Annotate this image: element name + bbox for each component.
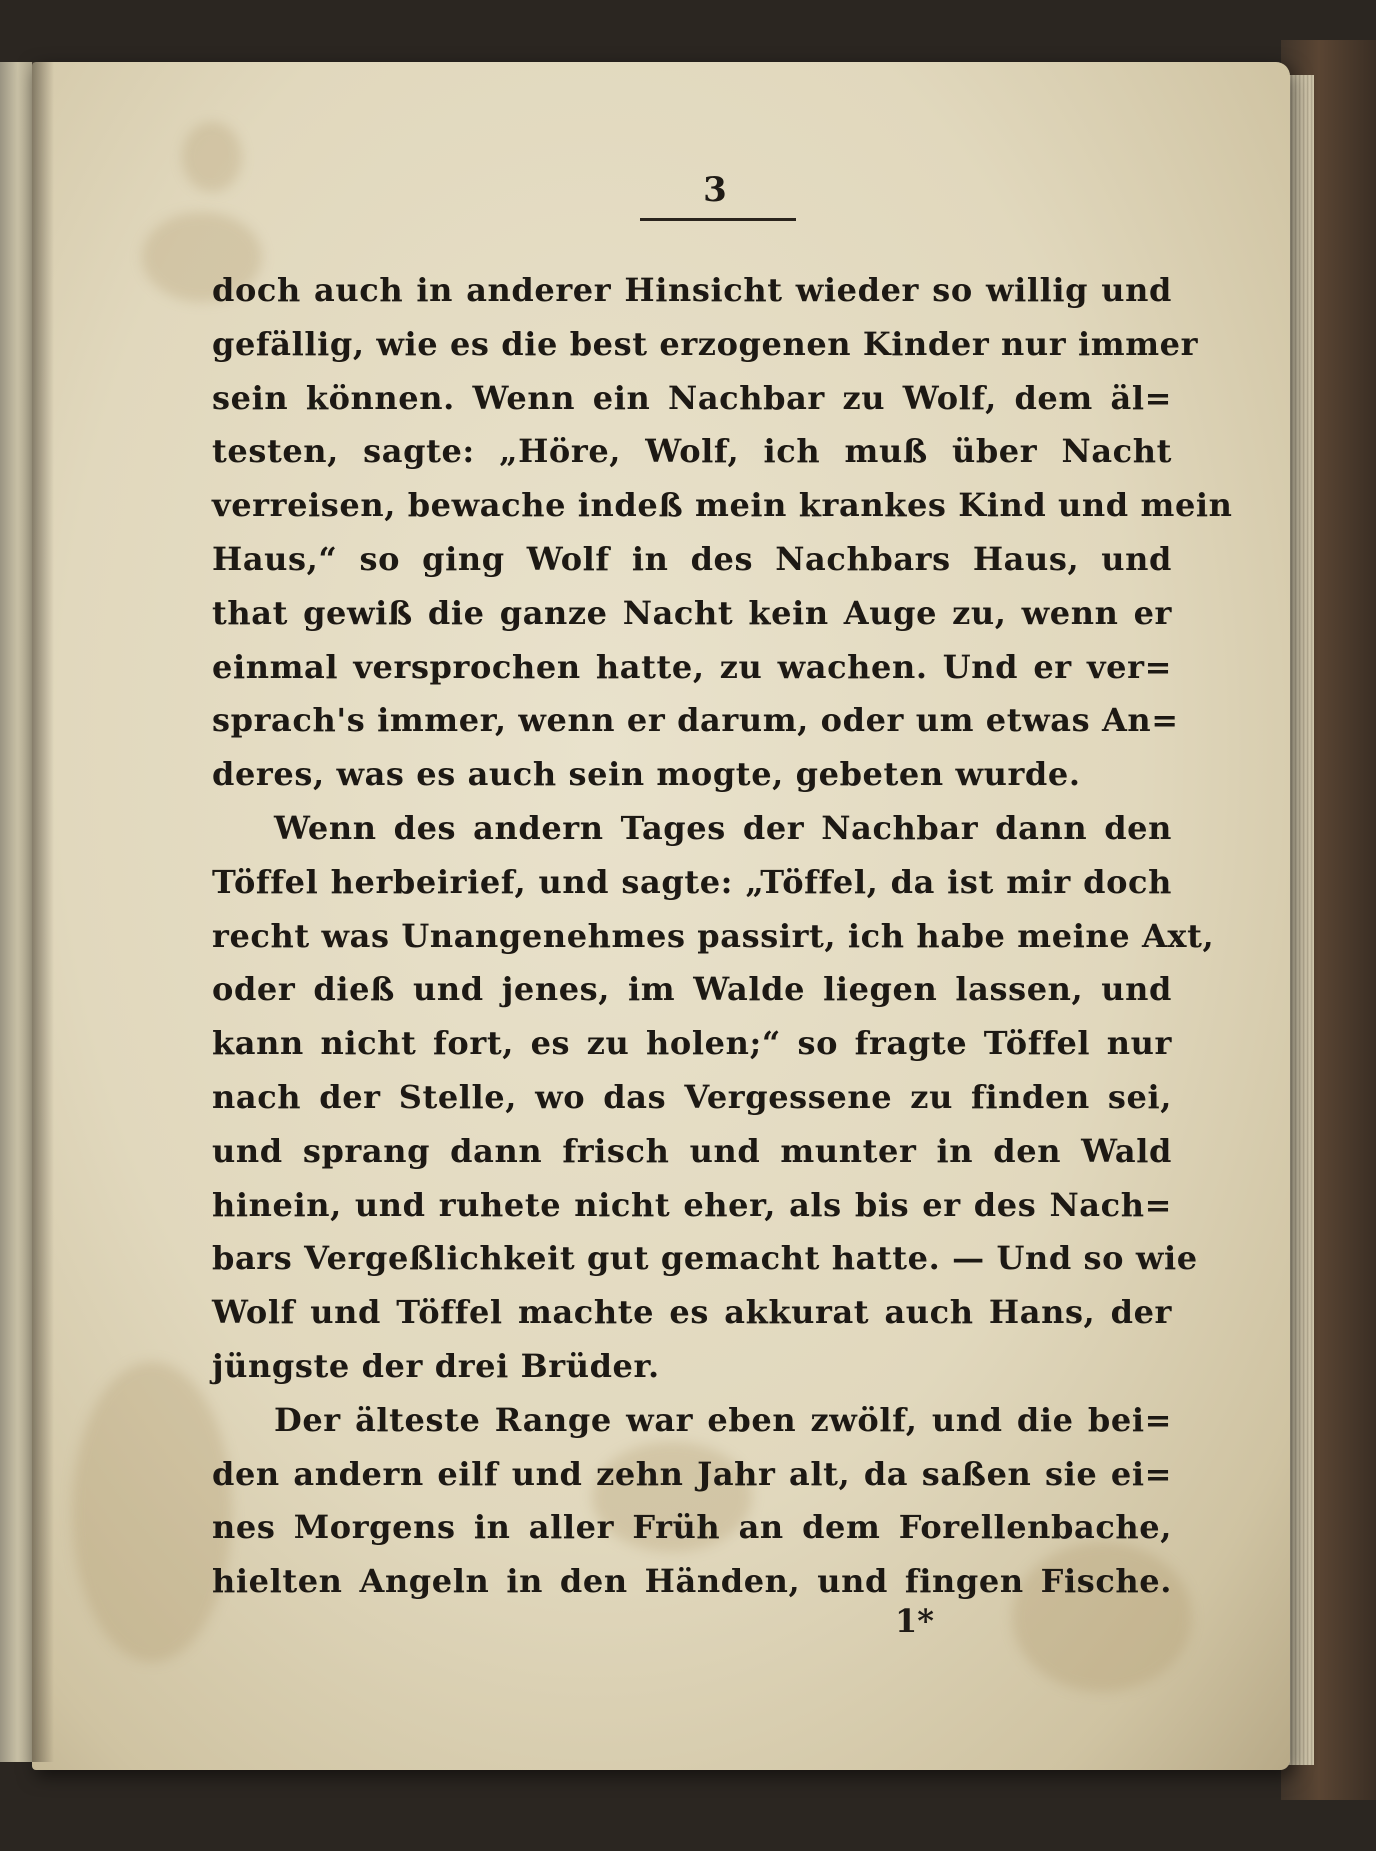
text-line: kann nicht fort, es zu holen;“ so fragte Töffel nur	[212, 1024, 1172, 1063]
text-line: Der älteste Range war eben zwölf, und die bei=	[274, 1400, 1172, 1439]
page-header	[640, 170, 790, 221]
text-line: sein können. Wenn ein Nachbar zu Wolf, dem äl=	[212, 378, 1172, 417]
signature-mark: 1*	[895, 1602, 934, 1640]
text-line: den andern eilf und zehn Jahr alt, da saßen sie ei=	[212, 1454, 1172, 1493]
text-line: verreisen, bewache indeß mein krankes Kind und mein	[212, 486, 1233, 525]
text-line: oder dieß und jenes, im Walde liegen lassen, und	[212, 970, 1172, 1009]
text-line: Wenn des andern Tages der Nachbar dann den	[274, 808, 1172, 847]
paper-stain	[72, 1362, 232, 1662]
header-rule	[640, 218, 796, 221]
text-line: that gewiß die ganze Nacht kein Auge zu, wenn er	[212, 593, 1172, 632]
text-line: bars Vergeßlichkeit gut gemacht hatte. — Und so wie	[212, 1239, 1198, 1278]
page-number: 3	[703, 170, 727, 210]
text-line: Wolf und Töffel machte es akkurat auch Hans, der	[212, 1293, 1172, 1332]
text-line: testen, sagte: „Höre, Wolf, ich muß über Nacht	[212, 432, 1172, 471]
spine-shadow	[32, 62, 54, 1762]
text-line: und sprang dann frisch und munter in den Wald	[212, 1131, 1172, 1170]
text-line: einmal versprochen hatte, zu wachen. Und er ver=	[212, 647, 1172, 686]
text-line: nach der Stelle, wo das Vergessene zu finden sei,	[212, 1077, 1172, 1116]
text-line: hielten Angeln in den Händen, und fingen Fische.	[212, 1562, 1172, 1601]
text-line: deres, was es auch sein mogte, gebeten wurde.	[212, 755, 1081, 794]
text-line: hinein, und ruhete nicht eher, als bis er des Nach=	[212, 1185, 1172, 1224]
text-line: jüngste der drei Brüder.	[212, 1346, 660, 1385]
text-line: gefällig, wie es die best erzogenen Kinder nur immer	[212, 324, 1199, 363]
text-line: nes Morgens in aller Früh an dem Forellenbache,	[212, 1508, 1172, 1547]
text-line: recht was Unangenehmes passirt, ich habe meine Axt,	[212, 916, 1215, 955]
left-page-edge	[0, 62, 34, 1762]
body-text	[212, 264, 1233, 1609]
paper-stain	[182, 122, 242, 192]
text-line: Töffel herbeirief, und sagte: „Töffel, da ist mir doch	[212, 862, 1172, 901]
text-line: Haus,“ so ging Wolf in des Nachbars Haus, und	[212, 539, 1172, 578]
text-line: sprach's immer, wenn er darum, oder um etwas An=	[212, 701, 1179, 740]
text-line: doch auch in anderer Hinsicht wieder so willig und	[212, 271, 1172, 309]
